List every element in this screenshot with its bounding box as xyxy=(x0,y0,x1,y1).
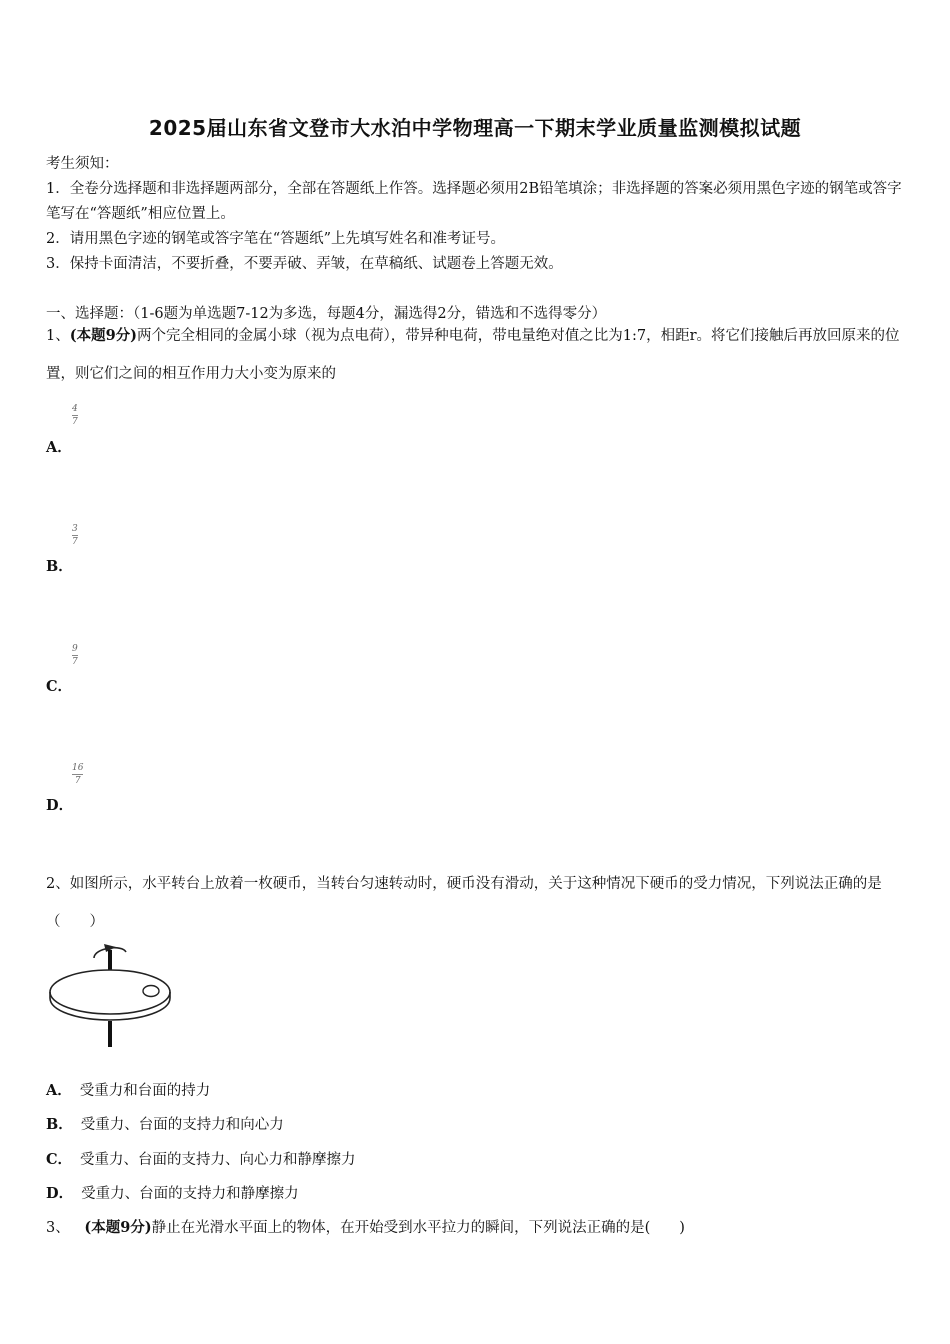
question-3-number: 3、 xyxy=(46,1220,70,1236)
question-1-text: 两个完全相同的金属小球（视为点电荷），带异种电荷，带电量绝对值之比为1:7，相距r。将它们接触后再放回原来的位置，则它们之间的相互作用力大小变为原来的 xyxy=(46,328,900,382)
q2-option-c-label: C． xyxy=(46,1151,73,1168)
option-c-fraction xyxy=(72,644,78,667)
notice-heading: 考生须知： xyxy=(46,156,119,172)
notice-item-1: 1．全卷分选择题和非选择题两部分，全部在答题纸上作答。选择题必须用2B铅笔填涂；非选择题的答案必须用黑色字迹的钢笔或答字笔写在“答题纸”相应位置上。 xyxy=(46,181,902,222)
option-b-denominator: 7 xyxy=(72,537,78,547)
turntable-diagram xyxy=(44,938,178,1048)
question-2-text: 如图所示，水平转台上放着一枚硬币，当转台匀速转动时，硬币没有滑动，关于这种情况下硬币的受力情况，下列说法正确的是（ ） xyxy=(46,876,882,930)
q2-option-b[interactable] xyxy=(46,1113,284,1134)
q2-option-d[interactable] xyxy=(46,1182,299,1203)
option-d-fraction xyxy=(72,763,83,786)
option-a-label[interactable]: A． xyxy=(46,439,72,456)
fraction-bar xyxy=(72,415,78,416)
option-b-fraction xyxy=(72,524,78,547)
q2-option-a[interactable] xyxy=(46,1079,210,1100)
fraction-bar xyxy=(72,655,78,656)
question-2-number: 2、 xyxy=(46,876,70,892)
section-header: 一、选择题：（1-6题为单选题7-12为多选，每题4分，漏选得2分，错选和不选得零分） xyxy=(46,306,607,322)
question-1 xyxy=(46,317,908,393)
fraction-bar xyxy=(72,774,83,775)
notice-item-2: 2．请用黑色字迹的钢笔或答字笔在“答题纸”上先填写姓名和准考证号。 xyxy=(46,231,506,247)
question-2 xyxy=(46,865,908,941)
option-b-label[interactable]: B． xyxy=(46,558,73,575)
option-a-fraction xyxy=(72,404,78,427)
q2-option-c-text: 受重力、台面的支持力、向心力和静摩擦力 xyxy=(80,1152,356,1168)
notice-item-3: 3．保持卡面清洁，不要折叠，不要弄破、弄皱，在草稿纸、试题卷上答题无效。 xyxy=(46,256,563,272)
option-a-denominator: 7 xyxy=(72,417,78,427)
q2-option-c[interactable] xyxy=(46,1148,356,1169)
question-3-text: 静止在光滑水平面上的物体，在开始受到水平拉力的瞬间，下列说法正确的是( ) xyxy=(151,1220,685,1236)
question-1-points: (本题9分) xyxy=(69,327,138,344)
option-c-numerator: 9 xyxy=(72,644,78,654)
q2-option-b-label: B． xyxy=(46,1116,73,1133)
coin xyxy=(143,986,159,997)
q2-option-d-label: D． xyxy=(46,1185,74,1202)
q2-option-a-text: 受重力和台面的持力 xyxy=(79,1083,211,1099)
option-a-numerator: 4 xyxy=(72,404,78,414)
lower-shaft xyxy=(108,1021,112,1047)
option-b-numerator: 3 xyxy=(72,524,78,534)
option-c-denominator: 7 xyxy=(72,657,78,667)
option-d-numerator: 16 xyxy=(72,763,84,773)
question-3 xyxy=(46,1216,685,1237)
fraction-bar xyxy=(72,535,78,536)
option-d-label[interactable]: D． xyxy=(46,797,74,814)
option-c-label[interactable]: C． xyxy=(46,678,73,695)
question-3-points: (本题9分) xyxy=(84,1219,152,1236)
q2-option-b-text: 受重力、台面的支持力和向心力 xyxy=(80,1117,284,1133)
option-d-denominator: 7 xyxy=(74,776,81,786)
q2-option-a-label: A． xyxy=(46,1082,72,1099)
turntable-figure xyxy=(44,938,178,1048)
page-title: 2025届山东省文登市大水泊中学物理高一下期末学业质量监测模拟试题 xyxy=(148,116,802,140)
q2-option-d-text: 受重力、台面的支持力和静摩擦力 xyxy=(81,1186,299,1202)
question-1-number: 1、 xyxy=(46,328,70,344)
